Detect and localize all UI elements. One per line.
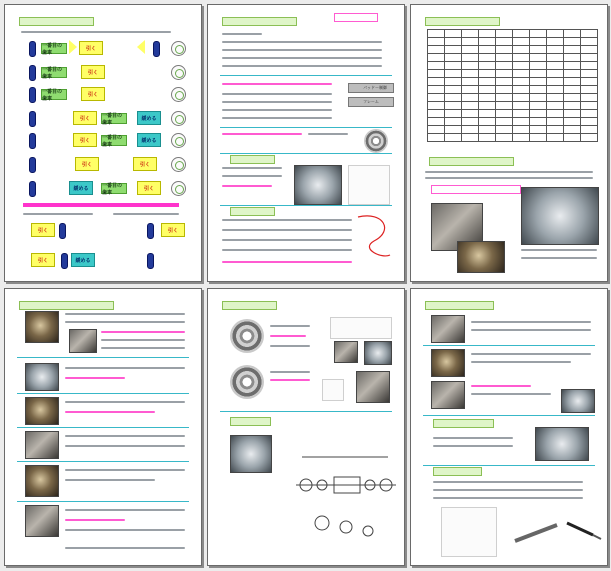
rotation-icon xyxy=(171,157,186,172)
rotation-icon xyxy=(171,181,186,196)
step-photo xyxy=(69,329,97,353)
lockring-image xyxy=(364,129,388,153)
loosen-label: 緩める xyxy=(137,111,161,125)
wheel-photo xyxy=(457,241,505,273)
step-photo xyxy=(25,431,59,459)
page-title xyxy=(19,17,94,26)
hub-photo xyxy=(230,435,272,473)
section-title xyxy=(230,207,275,216)
spring-tool-image xyxy=(507,511,603,551)
first-gear-label: 一番目の歯車 xyxy=(101,113,127,124)
wheel-photo xyxy=(441,507,497,557)
first-gear-label: 一番目の歯車 xyxy=(41,43,67,54)
page-title xyxy=(425,301,494,310)
page-5[interactable] xyxy=(207,288,405,566)
step-photo xyxy=(25,397,59,425)
section-title xyxy=(429,157,514,166)
pull-label: 引く xyxy=(31,253,55,267)
first-gear-label: 一番目の歯車 xyxy=(41,67,67,78)
rotation-icon xyxy=(171,111,186,126)
pad-control-button[interactable]: パッドー制御 xyxy=(348,83,394,93)
page-6[interactable] xyxy=(410,288,608,566)
first-gear-label: 一番目の歯車 xyxy=(41,89,67,100)
pull-label: 引く xyxy=(31,223,55,237)
page-2[interactable] xyxy=(207,4,405,282)
page-title xyxy=(425,17,500,26)
pull-label: 引く xyxy=(73,111,97,125)
step-photo xyxy=(25,363,59,391)
pull-label: 引く xyxy=(81,65,105,79)
section-title xyxy=(230,155,275,164)
cable-image xyxy=(354,211,394,261)
part-image xyxy=(322,379,344,401)
rotation-icon xyxy=(171,41,186,56)
spec-table xyxy=(427,29,598,142)
loosen-label: 緩める xyxy=(69,181,93,195)
loosen-label: 緩める xyxy=(71,253,95,267)
section-title xyxy=(433,419,494,428)
section-title xyxy=(433,467,482,476)
cassette-image xyxy=(230,319,264,353)
pull-label: 引く xyxy=(81,87,105,101)
pull-label: 引く xyxy=(161,223,185,237)
hub-exploded-diagram xyxy=(292,435,400,553)
pull-label: 引く xyxy=(133,157,157,171)
step-photo xyxy=(25,465,59,497)
section-title xyxy=(230,417,271,426)
tool-photo xyxy=(294,165,342,205)
tool-photo xyxy=(364,341,392,365)
page-title xyxy=(222,301,277,310)
hub-photo xyxy=(535,427,589,461)
rotation-icon xyxy=(171,65,186,80)
step-photo xyxy=(431,381,465,409)
page-1[interactable] xyxy=(4,4,202,282)
page-title xyxy=(222,17,297,26)
page-title xyxy=(19,301,114,310)
pull-label: 引く xyxy=(137,181,161,195)
pull-label: 引く xyxy=(79,41,103,55)
loosen-label: 緩める xyxy=(137,133,161,147)
tool-photo xyxy=(334,341,358,363)
step-photo xyxy=(25,505,59,537)
first-gear-label: 一番目の歯車 xyxy=(101,183,127,194)
pull-label: 引く xyxy=(73,133,97,147)
frame-button[interactable]: フレーム xyxy=(348,97,394,107)
page-3[interactable] xyxy=(410,4,608,282)
step-photo xyxy=(561,389,595,413)
page-4[interactable] xyxy=(4,288,202,566)
first-gear-label: 一番目の歯車 xyxy=(101,135,127,146)
step-photo xyxy=(431,349,465,377)
tool-photo xyxy=(356,371,390,403)
cassette-image xyxy=(230,365,264,399)
rotation-icon xyxy=(171,133,186,148)
step-photo xyxy=(431,315,465,343)
wheel-photo xyxy=(521,187,599,245)
tool-photo xyxy=(348,165,390,205)
step-photo xyxy=(25,311,59,343)
rotation-icon xyxy=(171,87,186,102)
pull-label: 引く xyxy=(75,157,99,171)
chain-whip-image xyxy=(330,317,392,339)
